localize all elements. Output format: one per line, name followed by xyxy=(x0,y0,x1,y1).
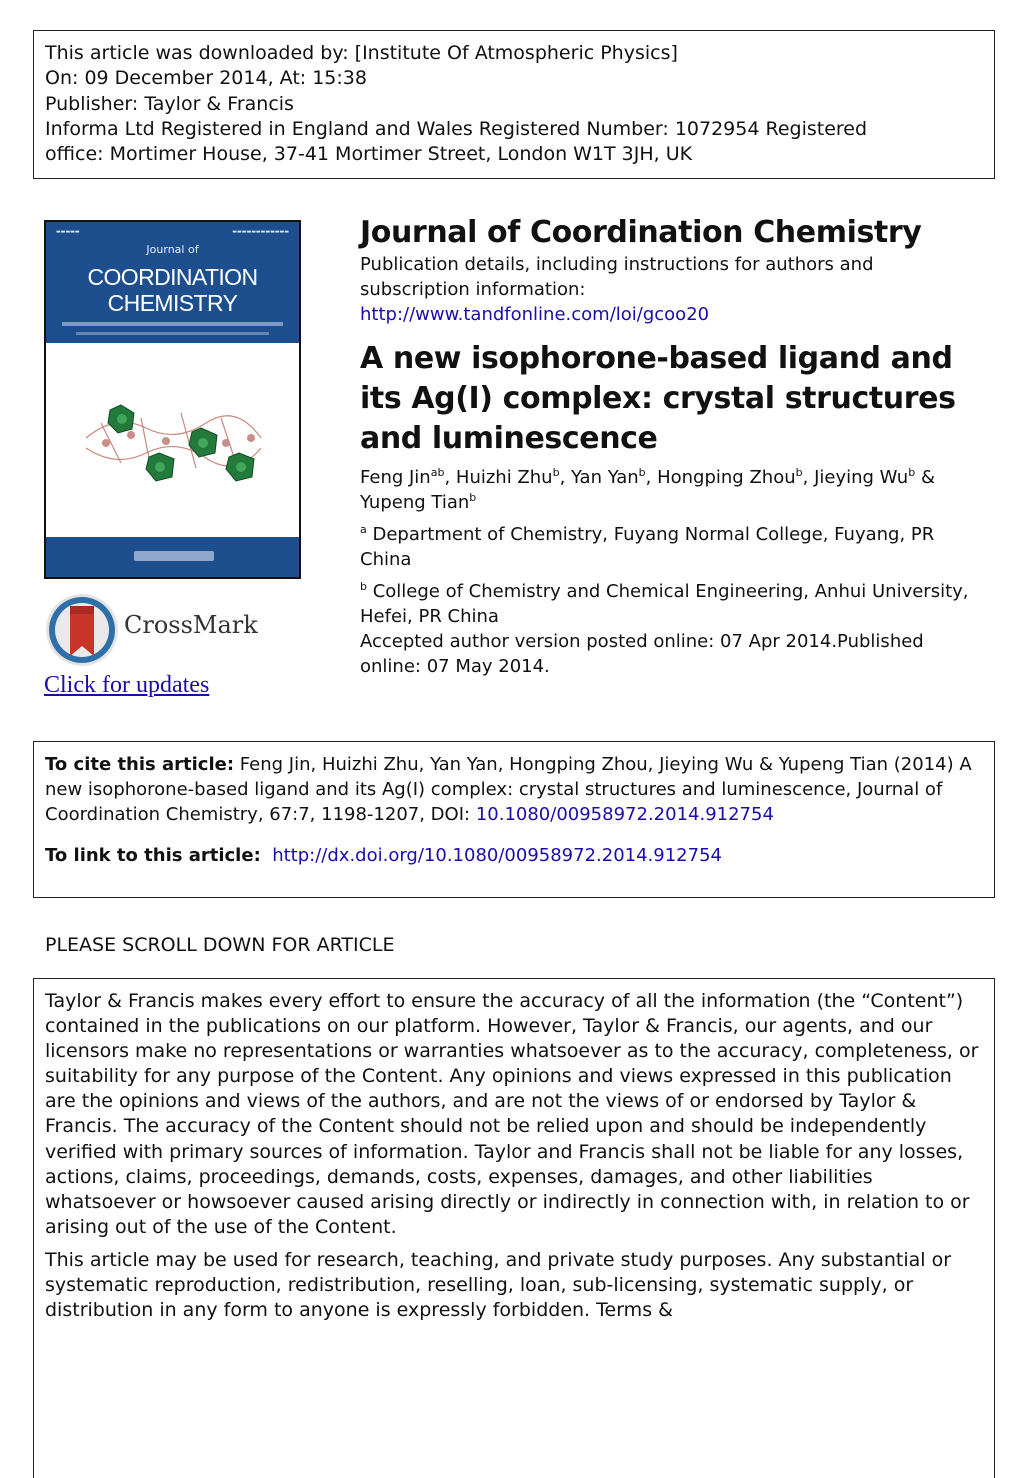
download-notice-line: Informa Ltd Registered in England and Wales Registered Number: 1072954 Registered xyxy=(45,117,868,140)
citation-box xyxy=(33,741,995,898)
affiliation-mark: b xyxy=(360,580,367,593)
cite-label: To cite this article: xyxy=(45,754,235,775)
author-name: Yupeng Tian xyxy=(360,492,470,513)
crossmark-icon xyxy=(44,592,120,668)
download-notice-line: On: 09 December 2014, At: 15:38 xyxy=(45,67,367,90)
disclaimer-paragraph: This article may be used for research, teaching, and private study purposes. Any substantial or systematic reproduction, redistribution, reselling, loan, sub-licensing, systematic supply, or distribution in any form to anyone is expressly forbidden. Terms & xyxy=(45,1248,952,1322)
crossmark-label: CrossMark xyxy=(124,611,258,639)
publication-details-line: Publication details, including instructions for authors and xyxy=(360,254,874,275)
journal-url-link[interactable]: http://www.tandfonline.com/loi/gcoo20 xyxy=(360,304,710,325)
article-header xyxy=(360,214,990,679)
article-doi-url-link[interactable]: http://dx.doi.org/10.1080/00958972.2014.912754 xyxy=(272,845,722,866)
disclaimer-paragraph: Taylor & Francis makes every effort to ensure the accuracy of all the information (the “Content”) contained in the publications on our platform. However, Taylor & Francis, our agents, and our licensors make no representations or warranties whatsoever as to the accuracy, completeness, or suitability for any purpose of the Content. Any opinions and views expressed in this publication are the opinions and views of the authors, and are not the views of or endorsed by Taylor & Francis. The accuracy of the Content should not be relied upon and should be independently verified with primary sources of information. Taylor and Francis shall not be liable for any losses, actions, claims, proceedings, demands, costs, expenses, damages, and other liabilities whatsoever or howsoever caused arising directly or indirectly in connection with, in relation to or arising out of the use of the Content. xyxy=(45,990,979,1238)
affiliation xyxy=(360,522,990,572)
author-affiliation-mark: b xyxy=(469,491,477,504)
author-name: Huizhi Zhu xyxy=(455,467,553,488)
author-affiliation-mark: ab xyxy=(430,466,445,479)
download-notice-line: office: Mortimer House, 37-41 Mortimer Street, London W1T 3JH, UK xyxy=(45,143,693,166)
link-label: To link to this article: xyxy=(45,845,261,866)
cover-publisher-logo xyxy=(134,551,214,561)
author-name: Jieying Wu xyxy=(814,467,909,488)
author-name: Feng Jin xyxy=(360,467,431,488)
article-title: A new isophorone-based ligand and its Ag(I) complex: crystal structures and luminescence xyxy=(360,341,956,456)
cover-title-line1: COORDINATION xyxy=(87,264,258,290)
download-notice-line: This article was downloaded by: [Institute Of Atmospheric Physics] xyxy=(45,42,678,64)
journal-title: Journal of Coordination Chemistry xyxy=(360,215,922,250)
cover-issn-line: ▬▬▬▬▬ ▬▬▬▬▬▬▬▬▬▬▬▬ xyxy=(56,229,289,235)
author-affiliation-mark: b xyxy=(908,466,916,479)
author-name: Yan Yan xyxy=(571,467,639,488)
cover-editor-line xyxy=(76,332,269,335)
scroll-notice: PLEASE SCROLL DOWN FOR ARTICLE xyxy=(45,934,395,956)
cite-text: Feng Jin, Huizhi Zhu, Yan Yan, Hongping Zhou, Jieying Wu & Yupeng Tian (2014) A new isophorone-based ligand and its Ag(I) complex: crystal structures and luminescence, Journal of Coordination Chemistry, 67:7, 1198-1207, DOI: xyxy=(45,754,972,825)
cover-publisher-band xyxy=(46,537,299,577)
affiliation-text: College of Chemistry and Chemical Engineering, Anhui University, Hefei, PR China xyxy=(360,581,969,627)
publication-dates: Accepted author version posted online: 07 Apr 2014.Published online: 07 May 2014. xyxy=(360,631,924,677)
cover-title-line2: CHEMISTRY xyxy=(107,290,238,316)
author-list: Feng Jin$^{ab}$, Huizhi Zhu$^b$, Yan Yan$^b$, Hongping Zhou$^b$, Jieying Wu$^b$ & Yupeng Tian$^b$ xyxy=(360,466,935,513)
cover-editor-line xyxy=(62,322,283,326)
disclaimer-box xyxy=(33,978,995,1478)
journal-cover-image xyxy=(44,220,301,579)
download-notice-line: Publisher: Taylor & Francis xyxy=(45,92,294,115)
affiliation-mark: a xyxy=(360,523,367,536)
author-affiliation-mark: b xyxy=(638,466,646,479)
affiliation xyxy=(360,579,990,629)
article-link-line xyxy=(45,843,983,868)
cover-molecule-illustration xyxy=(46,343,299,538)
author-affiliation-mark: b xyxy=(552,466,560,479)
publication-details xyxy=(360,252,990,327)
cover-title-band xyxy=(46,222,299,343)
author-name: Hongping Zhou xyxy=(657,467,796,488)
doi-link[interactable]: 10.1080/00958972.2014.912754 xyxy=(475,804,774,825)
cover-journal-of: Journal of xyxy=(146,243,199,256)
crossmark-badge[interactable] xyxy=(44,592,264,666)
download-notice-box xyxy=(33,30,995,179)
affiliation-text: Department of Chemistry, Fuyang Normal College, Fuyang, PR China xyxy=(360,524,935,570)
publication-details-line: subscription information: xyxy=(360,279,586,300)
click-for-updates-link[interactable]: Click for updates xyxy=(44,672,210,698)
author-affiliation-mark: b xyxy=(795,466,803,479)
cite-paragraph xyxy=(45,752,983,827)
